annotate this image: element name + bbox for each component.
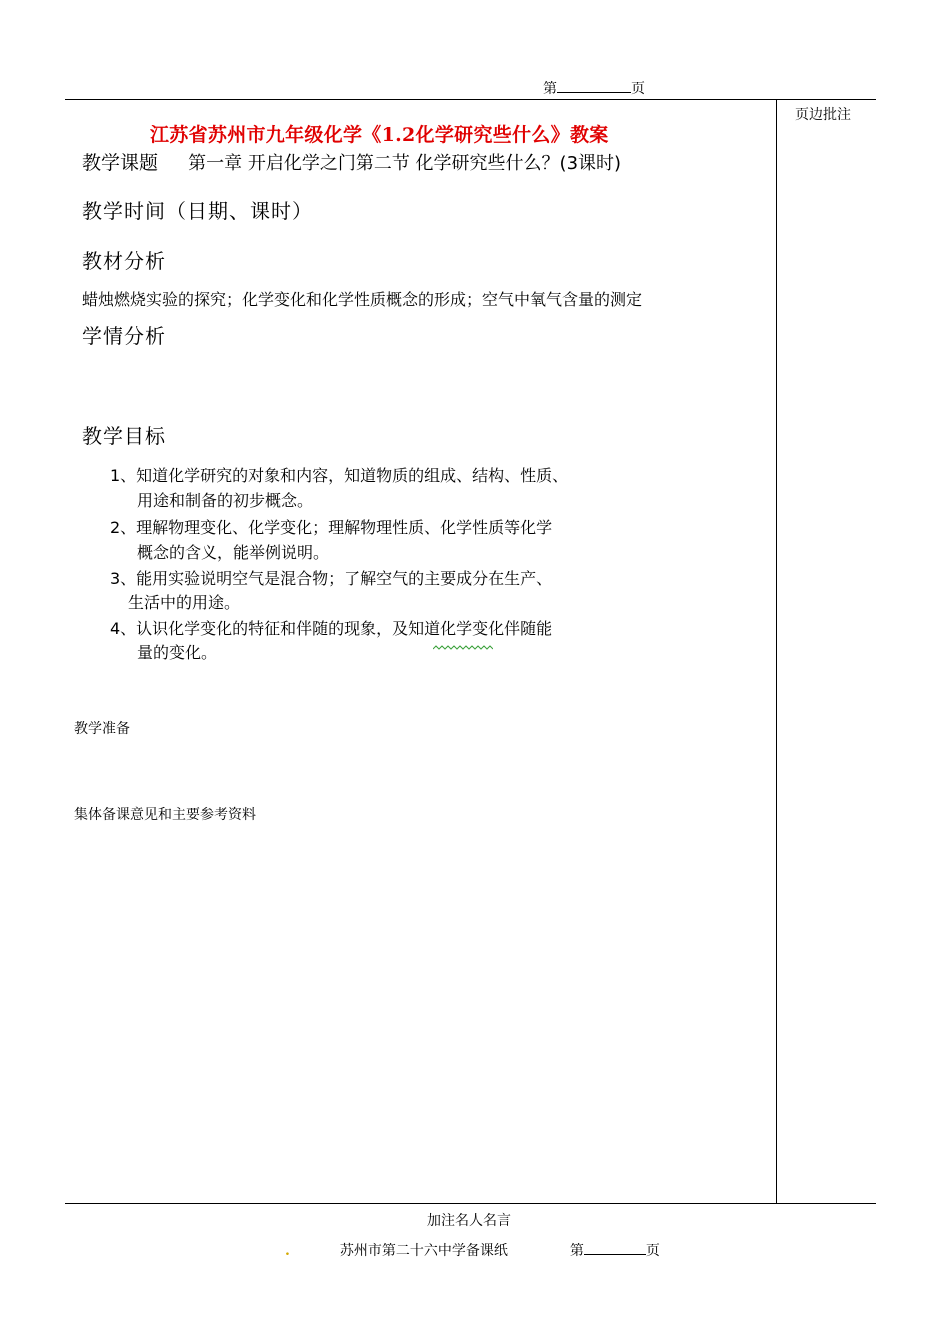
header-page-prefix: 第 (543, 81, 557, 97)
collective-prep-label: 集体备课意见和主要参考资料 (74, 807, 256, 823)
footer-line (285, 1240, 660, 1260)
document-title: 江苏省苏州市九年级化学《1.2化学研究些什么》教案 (150, 124, 609, 146)
header-page-suffix: 页 (631, 81, 645, 97)
margin-divider-line (776, 99, 777, 1203)
margin-note-label: 页边批注 (795, 107, 851, 123)
preparation-label: 教学准备 (74, 721, 130, 737)
objective-2-line2: 概念的含义，能举例说明。 (137, 543, 330, 562)
material-analysis-heading: 教材分析 (82, 249, 166, 273)
footer-page-blank (584, 1242, 646, 1255)
footer-page-suffix: 页 (645, 1243, 660, 1259)
teaching-time-heading: 教学时间（日期、课时） (82, 199, 313, 223)
objective-1-line2: 用途和制备的初步概念。 (137, 491, 314, 510)
footer-note: 加注名人名言 (427, 1213, 511, 1229)
header-page-blank (557, 80, 631, 93)
bottom-border-line (65, 1203, 876, 1204)
course-topic-label: 教学课题 (82, 152, 159, 174)
objective-4-line1: 4、认识化学变化的特征和伴随的现象，及知道化学变化伴随能 (110, 619, 553, 638)
footer-dot: . (285, 1243, 290, 1259)
objective-3-line1: 3、能用实验说明空气是混合物；了解空气的主要成分在生产、 (110, 569, 553, 588)
objective-4-line2: 量的变化。 (137, 643, 218, 662)
top-border-line (65, 99, 876, 100)
footer-school: 苏州市第二十六中学备课纸 (339, 1243, 508, 1259)
footer-page-prefix: 第 (569, 1243, 584, 1259)
course-topic-value: 第一章 开启化学之门第二节 化学研究些什么？(3课时) (188, 153, 622, 174)
objectives-heading: 教学目标 (82, 424, 166, 448)
spellcheck-squiggle (433, 645, 493, 650)
course-topic-row (82, 148, 621, 175)
material-analysis-body: 蜡烛燃烧实验的探究；化学变化和化学性质概念的形成；空气中氧气含量的测定 (82, 290, 643, 309)
learner-analysis-heading: 学情分析 (82, 324, 166, 348)
objective-1-line1: 1、知道化学研究的对象和内容，知道物质的组成、结构、性质、 (110, 466, 569, 485)
objective-2-line1: 2、理解物理变化、化学变化；理解物理性质、化学性质等化学 (110, 518, 553, 537)
objective-3-line2: 生活中的用途。 (128, 593, 241, 612)
header-page-number (543, 78, 645, 98)
